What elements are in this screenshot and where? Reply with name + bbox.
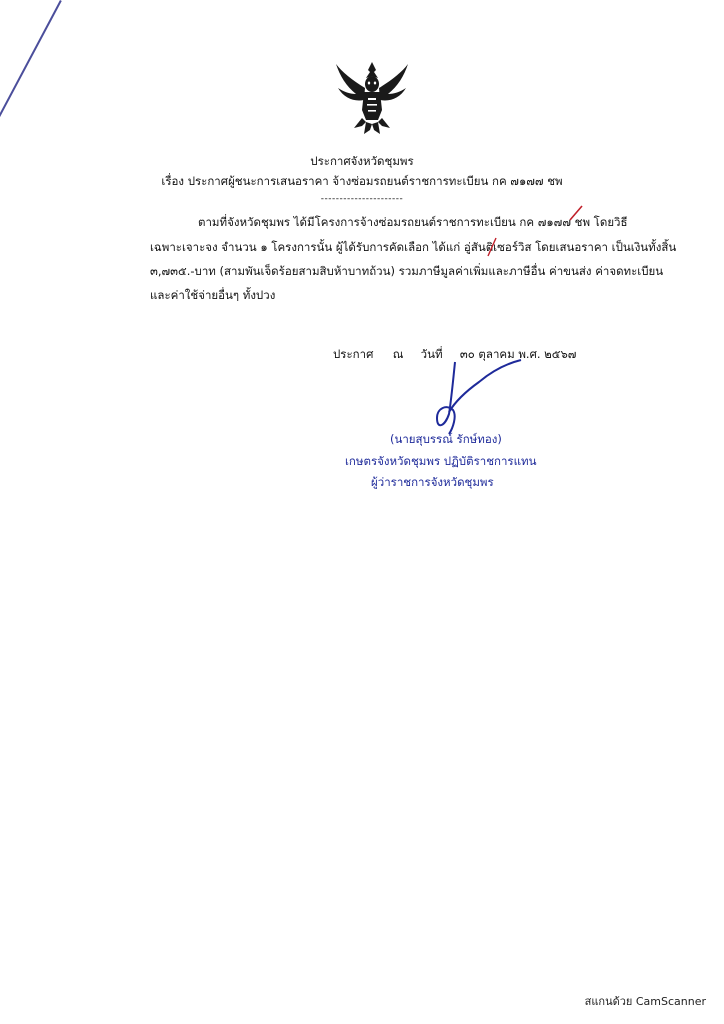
scan-edge-line [0, 0, 62, 123]
announce-day-label: วันที่ [420, 347, 443, 361]
title-divider: ---------------------- [320, 194, 404, 204]
body-line-2: เฉพาะเจาะจง จำนวน ๑ โครงการนั้น ผู้ได้รับการคัดเลือก ได้แก่ อู่สันติเซอร์วิส โดยเสนอราคา เป็นเงินทั้งสิ้น [150, 240, 677, 254]
garuda-emblem-icon [332, 58, 412, 138]
scanner-watermark: สแกนด้วย CamScanner [584, 995, 706, 1008]
signatory-name: (นายสุบรรณ์ รักษ์ทอง) [390, 432, 502, 446]
body-line-3: ๓,๗๓๕.-บาท (สามพันเจ็ดร้อยสามสิบห้าบาทถ้วน) รวมภาษีมูลค่าเพิ่มและภาษีอื่น ค่าขนส่ง ค่าจดทะเบียน [150, 264, 664, 278]
signatory-position: เกษตรจังหวัดชุมพร ปฏิบัติราชการแทน [345, 454, 537, 468]
announce-date: ๓๐ ตุลาคม พ.ศ. ๒๕๖๗ [459, 347, 577, 361]
red-correction-mark [568, 204, 584, 222]
document-subject: เรื่อง ประกาศผู้ชนะการเสนอราคา จ้างซ่อมรถยนต์ราชการทะเบียน กค ๗๑๗๗ ชพ [161, 174, 563, 188]
signatory-position-2: ผู้ว่าราชการจังหวัดชุมพร [371, 475, 494, 489]
announce-prefix: ประกาศ [333, 347, 374, 361]
red-correction-mark-2 [486, 236, 498, 258]
document-title: ประกาศจังหวัดชุมพร [310, 154, 414, 168]
body-line-1: ตามที่จังหวัดชุมพร ได้มีโครงการจ้างซ่อมรถยนต์ราชการทะเบียน กค ๗๑๗๗ ชพ โดยวิธี [198, 215, 628, 229]
body-line-4: และค่าใช้จ่ายอื่นๆ ทั้งปวง [150, 288, 276, 302]
handwritten-signature [425, 352, 545, 442]
announce-na: ณ [392, 347, 404, 361]
